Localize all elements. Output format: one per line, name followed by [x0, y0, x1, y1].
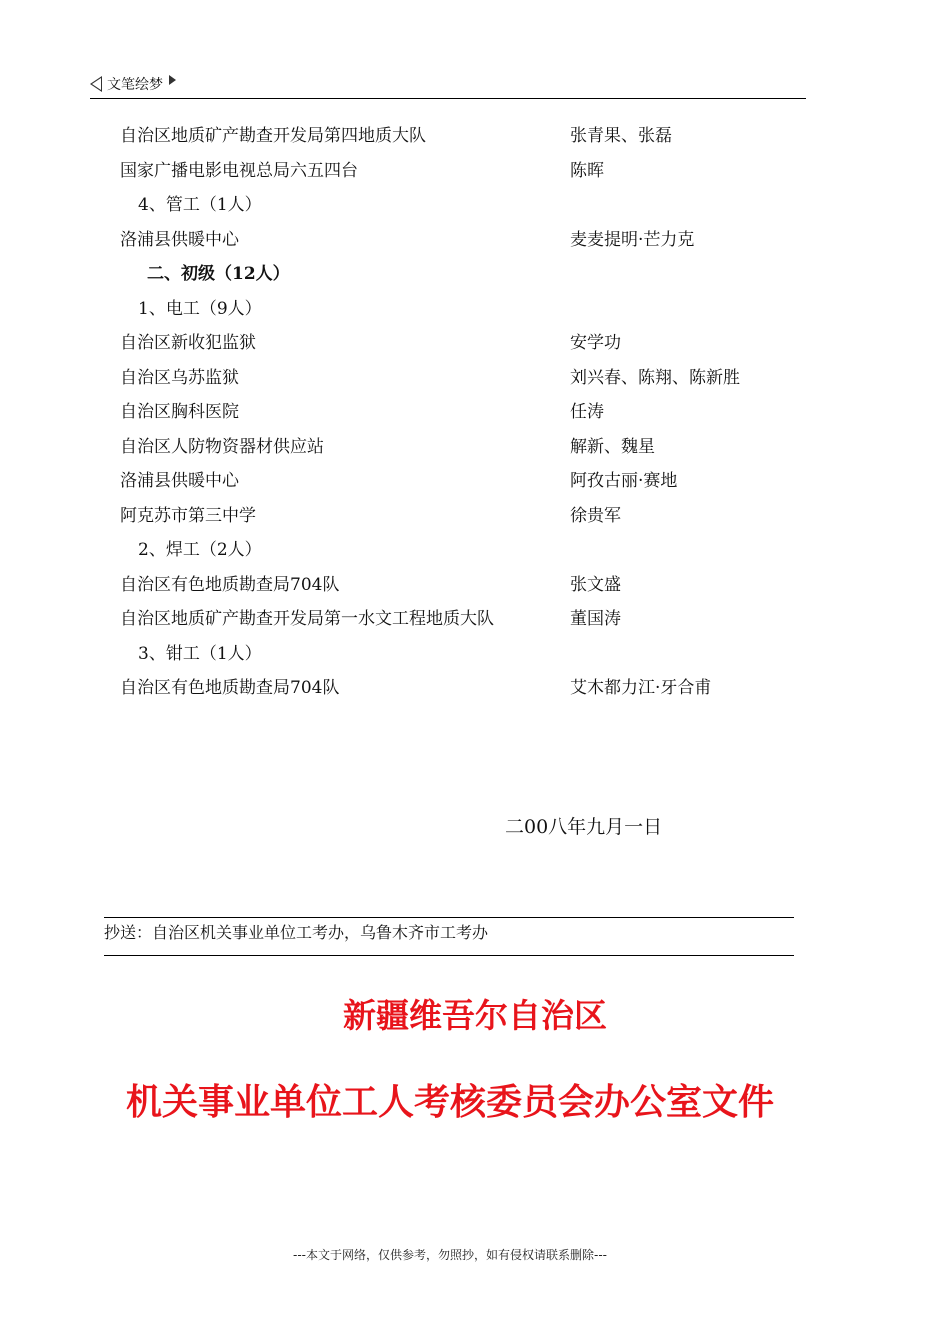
list-row	[120, 154, 800, 189]
cc-bottom-rule	[104, 955, 794, 956]
unit-name: 阿克苏市第三中学	[120, 505, 256, 526]
person-names: 徐贵军	[570, 505, 621, 526]
unit-name: 自治区新收犯监狱	[120, 333, 256, 353]
category-heading	[120, 533, 800, 568]
list-row	[120, 119, 800, 154]
person-names: 任涛	[570, 402, 604, 422]
category-label: 3、钳工（1人）	[138, 643, 262, 664]
list-row	[120, 430, 800, 465]
category-heading	[120, 637, 800, 672]
unit-name: 国家广播电影电视总局六五四台	[120, 160, 358, 181]
triangle-left-icon	[90, 76, 102, 92]
brand	[90, 74, 176, 94]
unit-name: 自治区乌苏监狱	[120, 367, 239, 388]
category-heading	[120, 292, 800, 327]
unit-name: 自治区人防物资器材供应站	[120, 436, 324, 457]
list-row	[120, 361, 800, 396]
list-row	[120, 602, 800, 637]
person-names: 张青果、张磊	[570, 126, 672, 146]
list-row	[120, 499, 800, 534]
letterhead-line-2: 机关事业单位工人考核委员会办公室文件	[125, 1081, 774, 1123]
category-label: 1、电工（9人）	[138, 298, 262, 319]
list-row	[120, 223, 800, 258]
person-names: 刘兴春、陈翔、陈新胜	[570, 367, 740, 388]
category-heading	[120, 188, 800, 223]
category-label: 4、管工（1人）	[138, 195, 262, 215]
level-heading	[120, 257, 800, 292]
list-row	[120, 395, 800, 430]
level-label: 二、初级（12人）	[147, 264, 290, 284]
person-names: 麦麦提明·芒力克	[570, 229, 695, 250]
unit-name: 自治区有色地质勘查局704队	[120, 678, 340, 698]
person-names: 陈晖	[570, 160, 604, 181]
list-row	[120, 568, 800, 603]
person-names: 阿孜古丽·赛地	[570, 471, 678, 491]
person-names: 解新、魏星	[570, 436, 655, 457]
list-row	[120, 671, 800, 706]
cc-top-rule	[104, 917, 794, 918]
unit-name: 自治区地质矿产勘查开发局第四地质大队	[120, 126, 426, 146]
page-footer: ---本文于网络，仅供参考，勿照抄，如有侵权请联系删除---	[293, 1248, 607, 1262]
document-date: 二00八年九月一日	[505, 816, 663, 838]
letterhead-line-1: 新疆维吾尔自治区	[343, 996, 607, 1035]
list-row	[120, 464, 800, 499]
unit-name: 自治区地质矿产勘查开发局第一水文工程地质大队	[120, 609, 494, 629]
page-header	[90, 70, 806, 99]
person-names: 董国涛	[570, 609, 621, 629]
unit-name: 洛浦县供暖中心	[120, 229, 239, 250]
person-names: 张文盛	[570, 574, 621, 595]
category-label: 2、焊工（2人）	[138, 540, 262, 560]
list-row	[120, 326, 800, 361]
award-list	[120, 119, 800, 706]
person-names: 安学功	[570, 333, 621, 353]
unit-name: 自治区胸科医院	[120, 402, 239, 422]
triangle-right-icon	[169, 75, 176, 85]
cc-line: 抄送：自治区机关事业单位工考办，乌鲁木齐市工考办	[104, 923, 489, 942]
unit-name: 自治区有色地质勘查局704队	[120, 574, 340, 595]
unit-name: 洛浦县供暖中心	[120, 471, 239, 491]
brand-label: 文笔绘梦	[107, 77, 163, 93]
person-names: 艾木都力江·牙合甫	[570, 678, 712, 698]
